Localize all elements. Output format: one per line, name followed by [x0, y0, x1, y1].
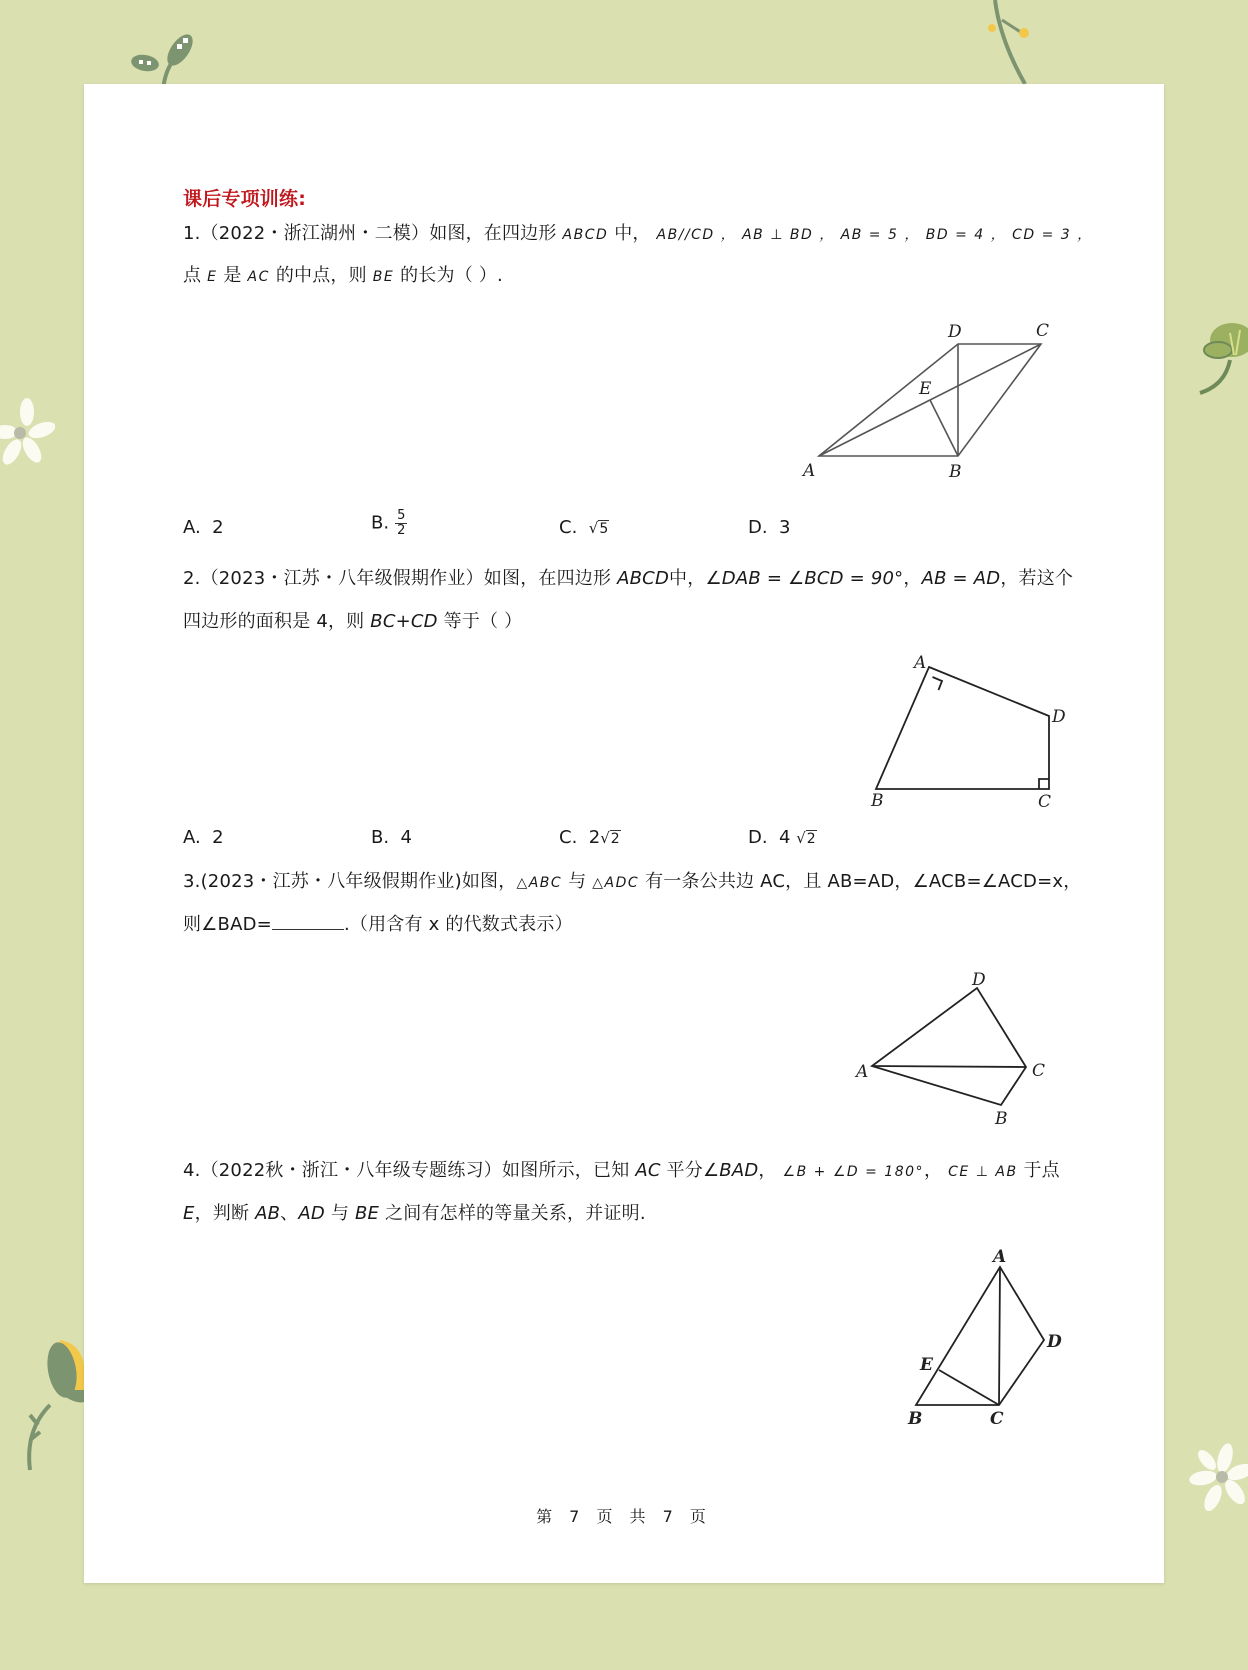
q1-option-c: C. √5 — [559, 517, 609, 538]
svg-text:C: C — [1032, 1061, 1046, 1081]
white-flower-decoration-icon — [0, 390, 55, 470]
question-4-line-2: E，判断 AB、AD 与 BE 之间有怎样的等量关系，并证明. — [183, 1203, 646, 1224]
svg-text:E: E — [920, 1355, 933, 1375]
question-4-line-1: 4.（2022秋・浙江・八年级专题练习）如图所示，已知 AC 平分∠BAD， ∠B + ∠D = 180°， CE ⊥ AB 于点 — [183, 1160, 1060, 1181]
q2-option-a: A. 2 — [183, 827, 224, 848]
question-1-line-2: 点 E 是 AC 的中点，则 BE 的长为（ ）. — [183, 265, 503, 286]
svg-text:A: A — [993, 1247, 1007, 1267]
question-3-line-2: 则∠BAD= .（用含有 x 的代数式表示） — [183, 914, 573, 935]
svg-text:D: D — [948, 322, 962, 342]
branch-decoration-icon — [980, 0, 1050, 84]
svg-text:B: B — [995, 1109, 1008, 1129]
q2-option-d: D. 4 √2 — [748, 827, 816, 848]
q2-option-c: C. 2√2 — [559, 827, 620, 848]
white-flower-decoration-icon — [1185, 1440, 1248, 1515]
svg-text:B: B — [908, 1409, 923, 1429]
yellow-flower-decoration-icon — [0, 1320, 84, 1480]
q2-option-b: B. 4 — [371, 827, 412, 848]
section-title: 课后专项训练: — [183, 188, 306, 210]
svg-text:B: B — [871, 791, 884, 811]
q1-option-b: B. $\frac{5}{2}$ — [371, 508, 406, 538]
svg-text:B: B — [949, 462, 962, 482]
svg-text:A: A — [856, 1062, 869, 1082]
svg-text:C: C — [1038, 792, 1052, 812]
question-4-source: （2022秋・浙江・八年级专题练习） — [200, 1160, 502, 1181]
svg-text:C: C — [1036, 321, 1050, 341]
q1-option-d: D. 3 — [748, 517, 791, 538]
question-1-source: （2022・浙江湖州・二模） — [200, 223, 430, 244]
q1-option-a: A. 2 — [183, 517, 224, 538]
worksheet-page — [84, 84, 1164, 1583]
question-3-line-1: 3.(2023・江苏・八年级假期作业)如图，△ABC 与 △ADC 有一条公共边 AC，且 AB=AD，∠ACB=∠ACD=x， — [183, 871, 1082, 892]
question-1-line-1: 1.（2022・浙江湖州・二模）如图，在四边形 ABCD 中， AB//CD ， AB ⊥ BD ， AB = 5 ， BD = 4 ， CD = 3 ， — [183, 223, 1093, 244]
svg-text:A: A — [914, 653, 927, 673]
leaf-flower-decoration-icon — [1190, 305, 1248, 395]
sprout-decoration-icon — [125, 30, 205, 90]
svg-text:A: A — [803, 461, 816, 481]
question-2-source: （2023・江苏・八年级假期作业） — [200, 568, 484, 589]
question-2-line-1: 2.（2023・江苏・八年级假期作业）如图，在四边形 ABCD中，∠DAB = ∠BCD = 90°，AB = AD，若这个 — [183, 568, 1074, 589]
svg-text:D: D — [1047, 1332, 1062, 1352]
page-footer: 第 7 页 共 7 页 — [536, 1507, 712, 1526]
question-2-line-2: 四边形的面积是 4，则 BC+CD 等于（ ） — [183, 611, 523, 632]
question-3-source: (2023・江苏・八年级假期作业) — [200, 871, 462, 892]
svg-text:D: D — [1052, 707, 1066, 727]
svg-text:D: D — [972, 970, 986, 990]
question-4-figure — [84, 84, 1164, 1583]
svg-text:E: E — [919, 379, 932, 399]
svg-text:C: C — [990, 1409, 1004, 1429]
